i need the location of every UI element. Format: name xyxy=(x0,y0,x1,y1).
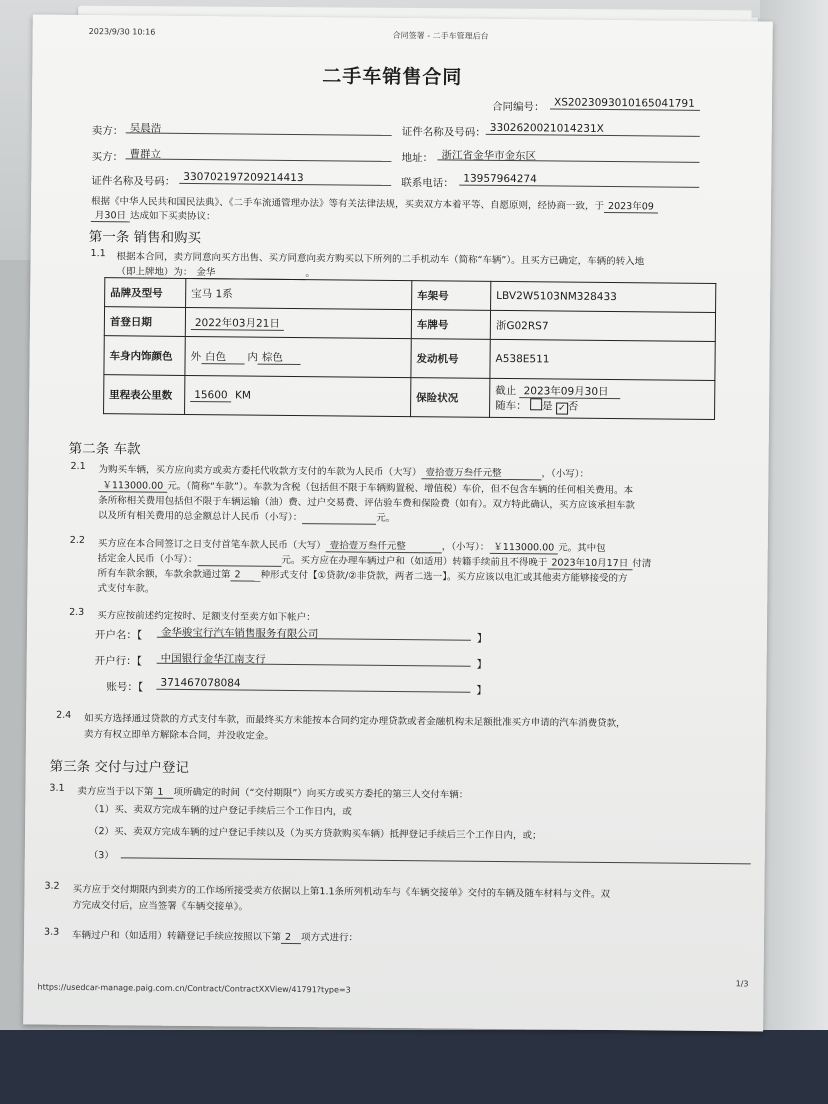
reg-date-label: 首登日期 xyxy=(104,307,185,337)
price-lower-2: ￥113000.00 xyxy=(489,542,558,555)
print-page-title: 合同签署 - 二手车管理后台 xyxy=(392,30,489,41)
clause-2-2-num: 2.2 xyxy=(69,534,85,546)
account-label: 账号：【 xyxy=(106,681,144,694)
contract-title: 二手车销售合同 xyxy=(322,65,463,89)
phone-label: 联系电话： xyxy=(401,177,454,190)
preamble-line2: 月30日 达成如下买卖协议： xyxy=(91,207,216,222)
brand-label: 品牌及型号 xyxy=(105,278,186,308)
bank-holder: 金华骏宝行汽车销售服务有限公司 xyxy=(157,625,471,641)
clause-2-2-line2: 括定金人民币（小写）： 元。买方应在办理车辆过户和（如适用）转籍手续前且不得晚于 2023年10月17日 付清 xyxy=(97,553,652,570)
bank-name: 中国银行金华江南支行 xyxy=(157,651,471,667)
contract-number: XS2023093010165041791 xyxy=(550,96,700,110)
seller-id-label: 证件名称及号码： xyxy=(401,126,486,139)
clause-1-1-text2: （即上牌地）为： 金华 。 xyxy=(116,266,315,280)
mileage-cell: 15600 KM xyxy=(185,375,411,416)
clause-2-4-line1: 如买方选择通过贷款的方式支付车款，而最终买方未能按本合同约定办理贷款或者金融机构未足额批准买方申请的汽车消费贷款， xyxy=(84,712,626,730)
mileage-label: 里程表公里数 xyxy=(104,375,185,415)
price-upper-1: 壹拾壹万叁仟元整 xyxy=(421,467,541,480)
delivery-option-3: （3） xyxy=(88,850,114,862)
delivery-option-2: （2）买、卖双方完成车辆的过户登记手续以及（为买方贷款购买车辆）抵押登记手续后三个工作日内，或； xyxy=(88,826,542,842)
clause-3-3-text: 车辆过户和（如适用）转籍登记手续应按照以下第 2 项方式进行： xyxy=(71,929,359,944)
contract-page xyxy=(23,14,773,1031)
clause-2-3-text: 买方应按前述约定按时、足额支付至卖方如下帐户： xyxy=(97,610,316,624)
transfer-option: 2 xyxy=(281,932,301,944)
price-lower-1: ￥113000.00 xyxy=(98,480,167,493)
page-number: 1/3 xyxy=(735,979,749,989)
clause-1-1-text1: 根据本合同，卖方同意向买方出售、买方同意向卖方购买以下所列的二手机动车（简称“车辆”）。且买方已确定，车辆的转入地 xyxy=(116,251,645,268)
engine-label: 发动机号 xyxy=(411,339,490,379)
bracket-close-3: 】 xyxy=(476,684,487,697)
section1-heading: 第一条 销售和购买 xyxy=(88,229,202,247)
outer-color: 白色 xyxy=(201,351,244,364)
bracket-close-1: 】 xyxy=(476,632,488,645)
address-label: 地址： xyxy=(401,152,434,165)
delivery-option: 1 xyxy=(153,787,173,799)
clause-1-1-num: 1.1 xyxy=(90,248,106,260)
delivery-option-1: （1）买、卖双方完成车辆的过户登记手续后三个工作日内，或 xyxy=(89,804,352,818)
buyer-id: 330702197209214413 xyxy=(179,171,391,186)
deposit-blank[interactable] xyxy=(197,554,281,567)
table-row xyxy=(104,375,715,420)
price-upper-2: 壹拾壹万叁仟元整 xyxy=(326,540,442,553)
color-label: 车身内饰颜色 xyxy=(104,336,185,376)
clause-2-2-line3: 所有车款余额，车款余款通过第 2 种形式支付【①贷款/②非贷款，两者二选一】。买方应该以电汇或其他卖方能够接受的方 xyxy=(97,568,628,585)
insurance-label: 保险状况 xyxy=(411,378,490,418)
color-cell: 外 白色 内 棕色 xyxy=(185,336,411,377)
clause-3-2-line2: 方完成交付后，应当签署《车辆交接单》。 xyxy=(72,899,249,913)
bank-name-label: 开户行：【 xyxy=(94,655,142,668)
total-amount-blank[interactable] xyxy=(302,512,376,525)
bracket-close-2: 】 xyxy=(476,658,488,671)
clause-2-2-line4: 式支付车款。 xyxy=(97,583,155,595)
preamble-date-a: 2023年09 xyxy=(604,201,658,214)
buyer-address: 浙江省金华市金东区 xyxy=(437,147,699,163)
vin-label: 车架号 xyxy=(412,281,491,311)
plate-value: 浙G02RS7 xyxy=(490,310,715,341)
buyer-label: 买方： xyxy=(91,151,124,164)
clause-2-3-num: 2.3 xyxy=(69,606,85,618)
print-datetime: 2023/9/30 10:16 xyxy=(88,27,156,37)
insurance-date: 2023年09月30日 xyxy=(520,385,621,399)
plate-label: 车牌号 xyxy=(411,310,490,340)
background-table xyxy=(0,1030,828,1104)
reg-date-value: 2022年03月21日 xyxy=(191,317,284,331)
preamble-line1: 根据《中华人民共和国民法典》、《二手车流通管理办法》等有关法律法规，买卖双方本着平等、自愿原则，经协商一致，于 2023年09 xyxy=(91,193,658,212)
payment-deadline: 2023年10月17日 xyxy=(547,557,632,570)
engine-value: A538E511 xyxy=(490,339,715,380)
yes-checkbox[interactable] xyxy=(530,398,542,410)
print-url: https://usedcar-manage.paig.com.cn/Contract/ContractXXView/41791?type=3 xyxy=(37,982,351,995)
vehicle-info-table xyxy=(103,277,716,420)
vin-value: LBV2W5103NM328433 xyxy=(491,281,716,312)
preamble-date-b: 月30日 xyxy=(91,210,130,222)
mileage-value: 15600 xyxy=(190,389,232,402)
destination-city: 金华 xyxy=(192,267,305,280)
clause-3-1-num: 3.1 xyxy=(49,782,65,794)
clause-3-2-num: 3.2 xyxy=(44,880,60,892)
section3-heading: 第三条 交付与过户登记 xyxy=(49,758,190,777)
inner-color: 棕色 xyxy=(258,351,301,364)
buyer-name: 曹群立 xyxy=(125,146,391,162)
clause-2-1-line3: 条所称相关费用包括但不限于车辆运输（油）费、过户交易费、评估验车费和保险费（如有）。双方特此确认，买方应该承担车款 xyxy=(98,495,635,512)
bank-holder-label: 开户名：【 xyxy=(94,629,143,642)
seller-label: 卖方： xyxy=(91,125,124,138)
clause-3-2-line1: 买方应于交付期限内到卖方的工作场所接受卖方依据以上第1.1条所列机动车与《车辆交接单》交付的车辆及随车材料与文件。双 xyxy=(72,883,611,901)
payment-method: 2 xyxy=(230,569,260,581)
seller-id: 3302620021014231X xyxy=(486,122,700,137)
no-checkbox[interactable]: ✓ xyxy=(556,402,568,414)
bank-account: 371467078084 xyxy=(156,677,470,693)
clause-2-1-line4: 以及所有相关费用的总金额总计人民币（小写）： 元。 xyxy=(98,510,396,524)
delivery-option-3-blank[interactable] xyxy=(121,857,751,864)
table-row xyxy=(104,336,715,381)
clause-2-2-line1: 买方应在本合同签订之日支付首笔车款人民币（大写） 壹拾壹万叁仟元整 ，（小写）： ￥113000.00 元。其中包 xyxy=(97,538,606,554)
clause-3-1-text: 卖方应当于以下第 1 项所确定的时间（“交付期限”）向买方或买方委托的第三人交付车辆： xyxy=(77,785,469,801)
reg-date-cell xyxy=(185,307,411,338)
clause-3-3-num: 3.3 xyxy=(44,926,60,938)
clause-2-4-line2: 卖方有权立即单方解除本合同，并没收定金。 xyxy=(83,728,275,742)
section2-heading: 第二条 车款 xyxy=(68,440,141,458)
clause-2-4-num: 2.4 xyxy=(56,709,72,721)
contract-number-label: 合同编号： xyxy=(491,100,545,114)
brand-value: 宝马 1系 xyxy=(186,278,412,309)
clause-2-1-line1: 为购买车辆，买方应向卖方或卖方委托代收款方支付的车款为人民币（大写） 壹拾壹万叁仟元整 ，（小写）： xyxy=(98,464,590,480)
buyer-phone: 13957964274 xyxy=(459,173,699,188)
buyer-id-label: 证件名称及号码： xyxy=(91,175,176,188)
clause-2-1-line2: ￥113000.00 元。（简称“车款”）。车款为含税（包括但不限于车辆购置税、增值税）车价，但不包含车辆的任何相关费用。本 xyxy=(98,477,633,496)
clause-2-1-num: 2.1 xyxy=(70,460,86,472)
seller-name: 吴晨浩 xyxy=(126,120,392,136)
insurance-cell: 截止 2023年09月30日 随车： 是 ✓ 否 xyxy=(490,378,715,419)
